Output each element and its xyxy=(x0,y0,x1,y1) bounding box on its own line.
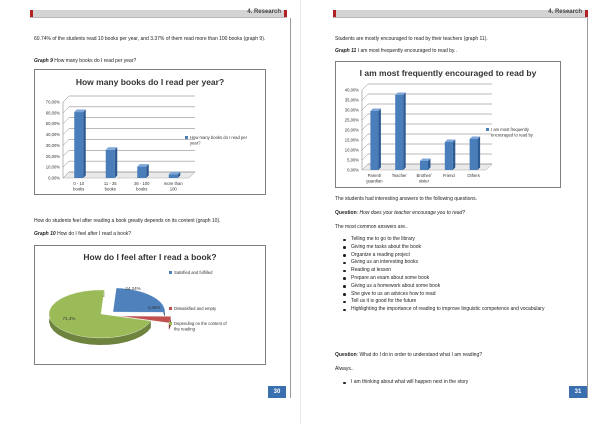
data-label: 24,24% xyxy=(125,286,141,291)
x-tick-label: 11 - 25 xyxy=(103,181,117,186)
list-item: Telling me to go to the library xyxy=(341,236,561,244)
legend-swatch xyxy=(169,322,172,325)
y-tick-label: 50,00% xyxy=(45,121,60,127)
list-item: Organize a reading project xyxy=(341,252,561,260)
encouraged-by-chart xyxy=(335,61,561,188)
x-tick-label: 26 - 100 xyxy=(134,181,150,186)
x-tick-label: Friend xyxy=(442,173,455,178)
chart-title: I am most frequently encouraged to read by xyxy=(359,68,537,78)
after-chart-paragraph: The students had interesting answers to the following questions. xyxy=(335,196,478,202)
gridline-depth xyxy=(63,118,69,124)
y-tick-label: 70,00% xyxy=(45,99,60,105)
data-label: 4,36% xyxy=(147,305,161,310)
bar xyxy=(470,139,478,170)
x-tick-label: Parent/ xyxy=(367,173,382,178)
chart-title: How do I feel after I read a book? xyxy=(83,252,217,262)
legend-swatch xyxy=(169,271,172,274)
page-number: 30 xyxy=(268,386,286,398)
y-tick-label: 10,00% xyxy=(45,164,60,170)
feel-after-reading-chart xyxy=(34,245,266,365)
bar xyxy=(137,167,146,178)
bar-side xyxy=(478,137,481,171)
page-number: 31 xyxy=(569,386,587,398)
bar-side xyxy=(453,140,456,171)
legend-swatch xyxy=(486,128,489,131)
y-tick-label: 10,00% xyxy=(344,147,359,153)
intro-paragraph: 60.74% of the students read 10 books per year, and 3.37% of them read more than 100 books (graph 9). xyxy=(34,36,266,42)
y-tick-label: 40,00% xyxy=(344,87,359,93)
gridline-depth xyxy=(362,94,368,100)
legend-label: How many books do I read per xyxy=(190,135,248,140)
question-2: Question: What do I do in order to understand what I am reading? xyxy=(335,352,483,358)
bar xyxy=(395,95,403,170)
gridline-depth xyxy=(63,150,69,156)
header-title: 4. Research xyxy=(247,9,281,15)
gridline-depth xyxy=(362,84,368,90)
gridline-depth xyxy=(63,107,69,113)
page-header xyxy=(30,10,287,18)
gridline-depth xyxy=(362,154,368,160)
gridline-depth xyxy=(362,104,368,110)
data-label: 71,4% xyxy=(62,316,76,321)
bar xyxy=(370,111,378,170)
legend-label: I am most frequently xyxy=(491,127,529,132)
list-item: Prepare an exam about some book xyxy=(341,275,561,283)
x-tick-label: Brother/ xyxy=(416,173,432,178)
legend-label: Dissatisfied and empty xyxy=(174,306,217,311)
list-item: Giving us a homework about some book xyxy=(341,283,561,291)
books-bar-chart xyxy=(35,70,267,196)
y-tick-label: 5,00% xyxy=(347,157,359,163)
bar-side xyxy=(83,110,86,178)
gridline-depth xyxy=(362,144,368,150)
list-item: Highlighting the importance of reading to improve linguistic competence and vocabulary xyxy=(341,306,561,314)
list-item: She give to us an advices how to read xyxy=(341,291,561,299)
graph10-caption: Graph 10 How do I feel after I read a book? xyxy=(34,231,132,237)
y-tick-label: 25,00% xyxy=(344,117,359,123)
gridline-depth xyxy=(63,161,69,167)
y-tick-label: 30,00% xyxy=(344,107,359,113)
bar xyxy=(106,150,115,178)
always-intro: Always.. xyxy=(335,366,354,372)
y-tick-label: 35,00% xyxy=(344,97,359,103)
list-item: Giving us an interesting books xyxy=(341,259,561,267)
question-1: Question: How does your teacher encourage you to read? xyxy=(335,210,466,216)
list-item: Giving me tasks about the book xyxy=(341,244,561,252)
header-title: 4. Research xyxy=(548,9,582,15)
legend-label: the reading xyxy=(174,326,195,332)
encouraged-bar-chart xyxy=(336,62,562,189)
x-tick-label: sister xyxy=(418,178,430,184)
gridline-depth xyxy=(63,96,69,102)
bar xyxy=(445,142,453,170)
y-tick-label: 0,00% xyxy=(48,175,60,181)
legend-swatch xyxy=(169,307,172,310)
gridline-depth xyxy=(362,114,368,120)
bar xyxy=(420,161,428,170)
y-tick-label: 30,00% xyxy=(45,142,60,148)
common-answers-intro: The most common answers are.. xyxy=(335,224,408,230)
x-tick-label: books xyxy=(136,186,148,192)
chart-title: How many books do I read per year? xyxy=(75,77,225,87)
bar xyxy=(169,174,178,178)
between-paragraph: How do students feel after reading a book greatly depends on its content (graph 10). xyxy=(34,218,221,224)
y-tick-label: 20,00% xyxy=(344,127,359,133)
graph9-caption: Graph 9 How many books do I read per year? xyxy=(34,58,137,64)
x-tick-label: 0 - 10 xyxy=(73,181,85,186)
feel-pie-chart xyxy=(35,246,267,366)
page-header xyxy=(333,10,588,18)
right-page xyxy=(300,0,600,424)
bar-side xyxy=(115,147,118,178)
gridline-depth xyxy=(63,139,69,145)
list-item: Tell us it is good for the future xyxy=(341,298,561,306)
intro-paragraph: Students are mostly encouraged to read by their teachers (graph 11). xyxy=(335,36,488,42)
bar-side xyxy=(403,93,406,171)
list-item: Reading at lesson xyxy=(341,267,561,275)
x-tick-label: Others xyxy=(467,173,480,178)
legend-label: encouraged to read by xyxy=(491,132,533,138)
x-tick-label: more than xyxy=(163,181,183,186)
list-item: I am thinking about what will happen next in the story xyxy=(341,379,561,387)
graph11-caption: Graph 11 I am most frequently encouraged to read by.. xyxy=(335,48,457,54)
bar xyxy=(74,112,83,178)
y-tick-label: 40,00% xyxy=(45,132,60,138)
answers2-list xyxy=(341,379,561,387)
x-tick-label: books xyxy=(73,186,85,192)
x-tick-label: 100 xyxy=(169,186,177,192)
y-tick-label: 60,00% xyxy=(45,110,60,116)
legend-label: Satisfied and fulfilled xyxy=(174,270,213,275)
y-tick-label: 0,00% xyxy=(347,167,359,173)
x-tick-label: books xyxy=(104,186,116,192)
gridline-depth xyxy=(362,124,368,130)
x-tick-label: Teacher xyxy=(391,173,407,178)
legend-label: Depending on the content of xyxy=(174,321,227,326)
gridline-depth xyxy=(362,134,368,140)
y-tick-label: 15,00% xyxy=(344,137,359,143)
y-tick-label: 20,00% xyxy=(45,153,60,159)
bar-side xyxy=(378,109,381,171)
books-per-year-chart xyxy=(34,69,266,195)
legend-label: year? xyxy=(190,140,201,146)
answers-list xyxy=(341,236,561,314)
legend-swatch xyxy=(185,136,188,139)
gridline-depth xyxy=(63,129,69,135)
x-tick-label: guardian xyxy=(366,178,383,184)
